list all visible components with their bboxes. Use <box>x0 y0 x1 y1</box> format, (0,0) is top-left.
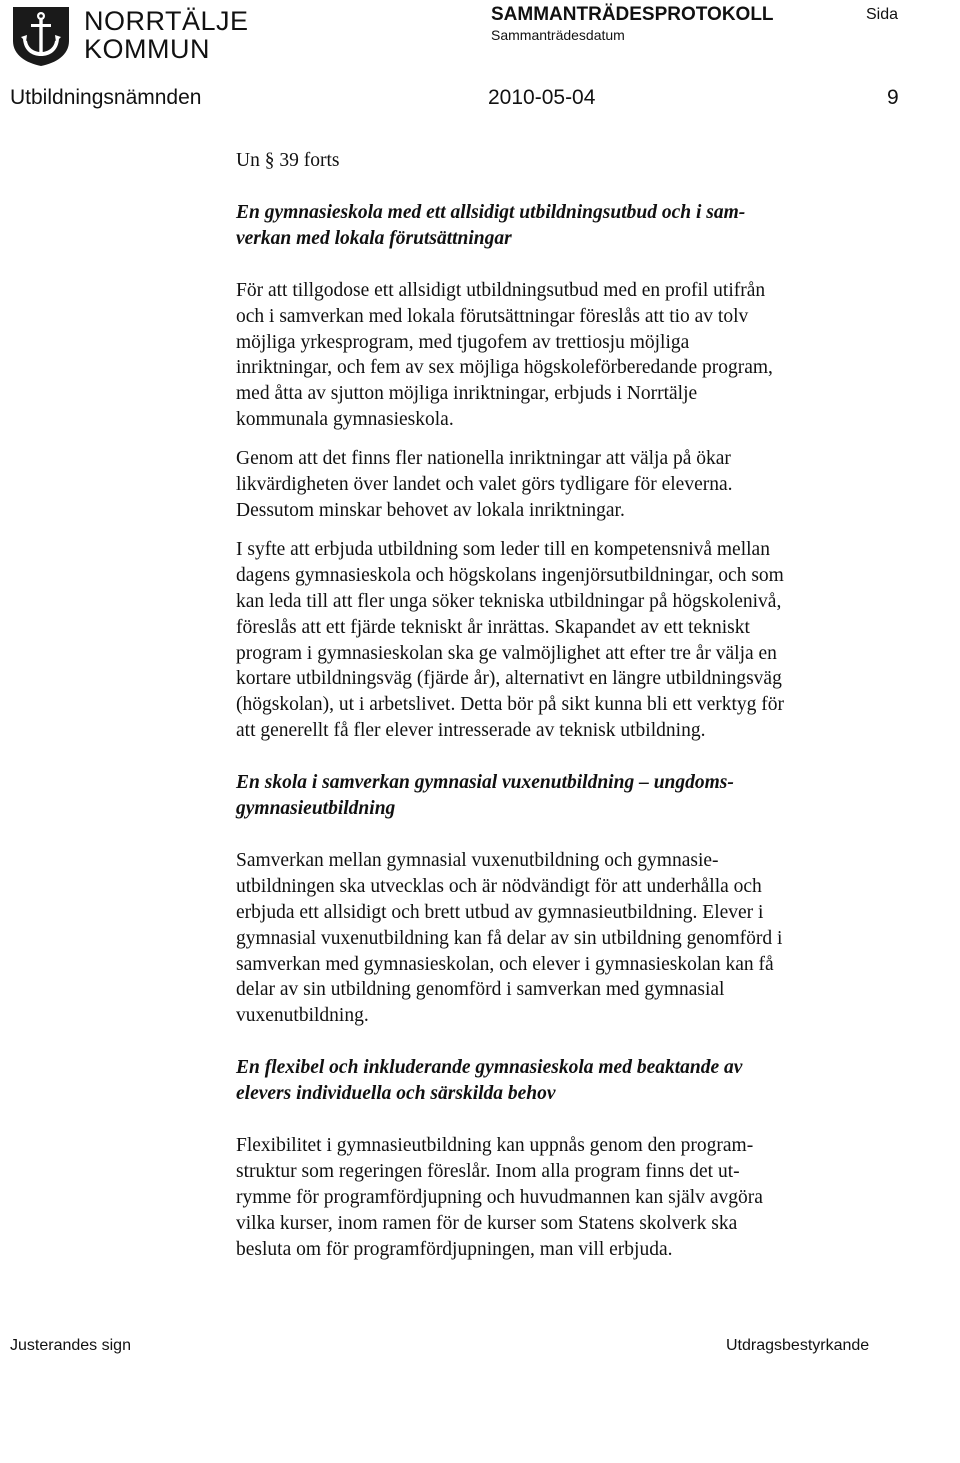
logo-wordmark <box>84 7 249 63</box>
heading-line: elevers individuella och särskilda behov <box>236 1083 556 1105</box>
text-line: I syfte att erbjuda utbildning som leder till en kompetensnivå mellan <box>236 538 770 560</box>
heading-line: verkan med lokala förutsättningar <box>236 227 512 249</box>
text-line: program i gymnasieskolan ska ge valmöjlighet att efter tre år välja en <box>236 642 777 664</box>
date-label: Sammanträdesdatum <box>491 27 625 43</box>
heading-line: En flexibel och inkluderande gymnasieskola med beaktande av <box>236 1057 743 1079</box>
logo-line-2: KOMMUN <box>84 34 210 64</box>
text-line: Flexibilitet i gymnasieutbildning kan uppnås genom den program- <box>236 1135 754 1157</box>
page-label: Sida <box>866 6 899 23</box>
section-heading <box>236 1055 896 1107</box>
paragraph <box>236 848 896 1029</box>
text-line: vuxenutbildning. <box>236 1005 369 1027</box>
heading-line: gymnasieutbildning <box>236 798 396 820</box>
text-line: Genom att det finns fler nationella inriktningar att välja på ökar <box>236 448 731 470</box>
text-line: gymnasial vuxenutbildning kan få delar av sin utbildning genomförd i <box>236 927 783 949</box>
signature-label: Justerandes sign <box>10 1337 131 1354</box>
case-reference: Un § 39 forts <box>236 150 340 171</box>
page-number: 9 <box>887 86 899 109</box>
text-line: samverkan med gymnasieskolan, och elever i gymnasieskolan kan få <box>236 953 774 975</box>
text-line: vilka kurser, inom ramen för de kurser som Statens skolverk ska <box>236 1212 738 1234</box>
text-line: erbjuda ett allsidigt och brett utbud av gymnasieutbildning. Elever i <box>236 901 764 923</box>
committee-name: Utbildningsnämnden <box>10 86 202 109</box>
text-line: Samverkan mellan gymnasial vuxenutbildning och gymnasie- <box>236 849 719 871</box>
text-line: att generellt få fler elever intresserade av teknisk utbildning. <box>236 720 706 742</box>
text-line: med åtta av sjutton möjliga inriktningar, erbjuds i Norrtälje <box>236 383 698 405</box>
section-heading <box>236 200 896 252</box>
text-line: kommunala gymnasieskola. <box>236 409 454 431</box>
paragraph <box>236 1133 896 1263</box>
meeting-date: 2010-05-04 <box>488 86 596 109</box>
text-line: kan leda till att fler unga söker tekniska utbildningar på högskolenivå, <box>236 590 782 612</box>
logo-line-1: NORRTÄLJE <box>84 6 249 36</box>
text-line: delar av sin utbildning genomförd i samverkan med gymnasial <box>236 979 725 1001</box>
paragraph <box>236 537 896 744</box>
text-line: struktur som regeringen föreslår. Inom alla program finns det ut- <box>236 1161 740 1182</box>
text-line: utbildningen ska utvecklas och är nödvändigt för att underhålla och <box>236 875 762 897</box>
text-line: Dessutom minskar behovet av lokala inriktningar. <box>236 499 625 521</box>
protocol-title: SAMMANTRÄDESPROTOKOLL <box>491 4 774 25</box>
norrtalje-kommun-logo <box>10 5 260 67</box>
heading-line: En skola i samverkan gymnasial vuxenutbildning – ungdoms- <box>236 772 734 794</box>
text-line: möjliga yrkesprogram, med tjugofem av trettiosju möjliga <box>236 331 690 353</box>
text-line: och i samverkan med lokala förutsättningar föreslås att tio av tolv <box>236 305 749 327</box>
document-body <box>236 148 896 1263</box>
text-line: dagens gymnasieskola och högskolans ingenjörsutbildningar, och som <box>236 564 784 586</box>
text-line: besluta om för programfördjupningen, man vill erbjuda. <box>236 1238 673 1260</box>
paragraph <box>236 278 896 433</box>
certification-label: Utdragsbestyrkande <box>726 1337 870 1354</box>
text-line: kortare utbildningsväg (fjärde år), alternativt en längre utbildningsväg <box>236 668 782 690</box>
text-line: inriktningar, och fem av sex möjliga högskoleförberedande program, <box>236 357 773 379</box>
paragraph <box>236 446 896 524</box>
heading-line: En gymnasieskola med ett allsidigt utbildningsutbud och i sam- <box>236 201 746 223</box>
text-line: (högskolan), ut i arbetslivet. Detta bör på sikt kunna bli ett verktyg för <box>236 694 785 716</box>
text-line: likvärdigheten över landet och valet görs tydligare för eleverna. <box>236 474 733 496</box>
section-heading <box>236 770 896 822</box>
text-line: föreslås att ett fjärde tekniskt år inrättas. Skapandet av ett tekniskt <box>236 616 750 638</box>
coat-of-arms-icon <box>10 5 72 67</box>
text-line: För att tillgodose ett allsidigt utbildningsutbud med en profil utifrån <box>236 279 766 301</box>
text-line: rymme för programfördjupning och huvudmannen kan själv avgöra <box>236 1186 763 1208</box>
